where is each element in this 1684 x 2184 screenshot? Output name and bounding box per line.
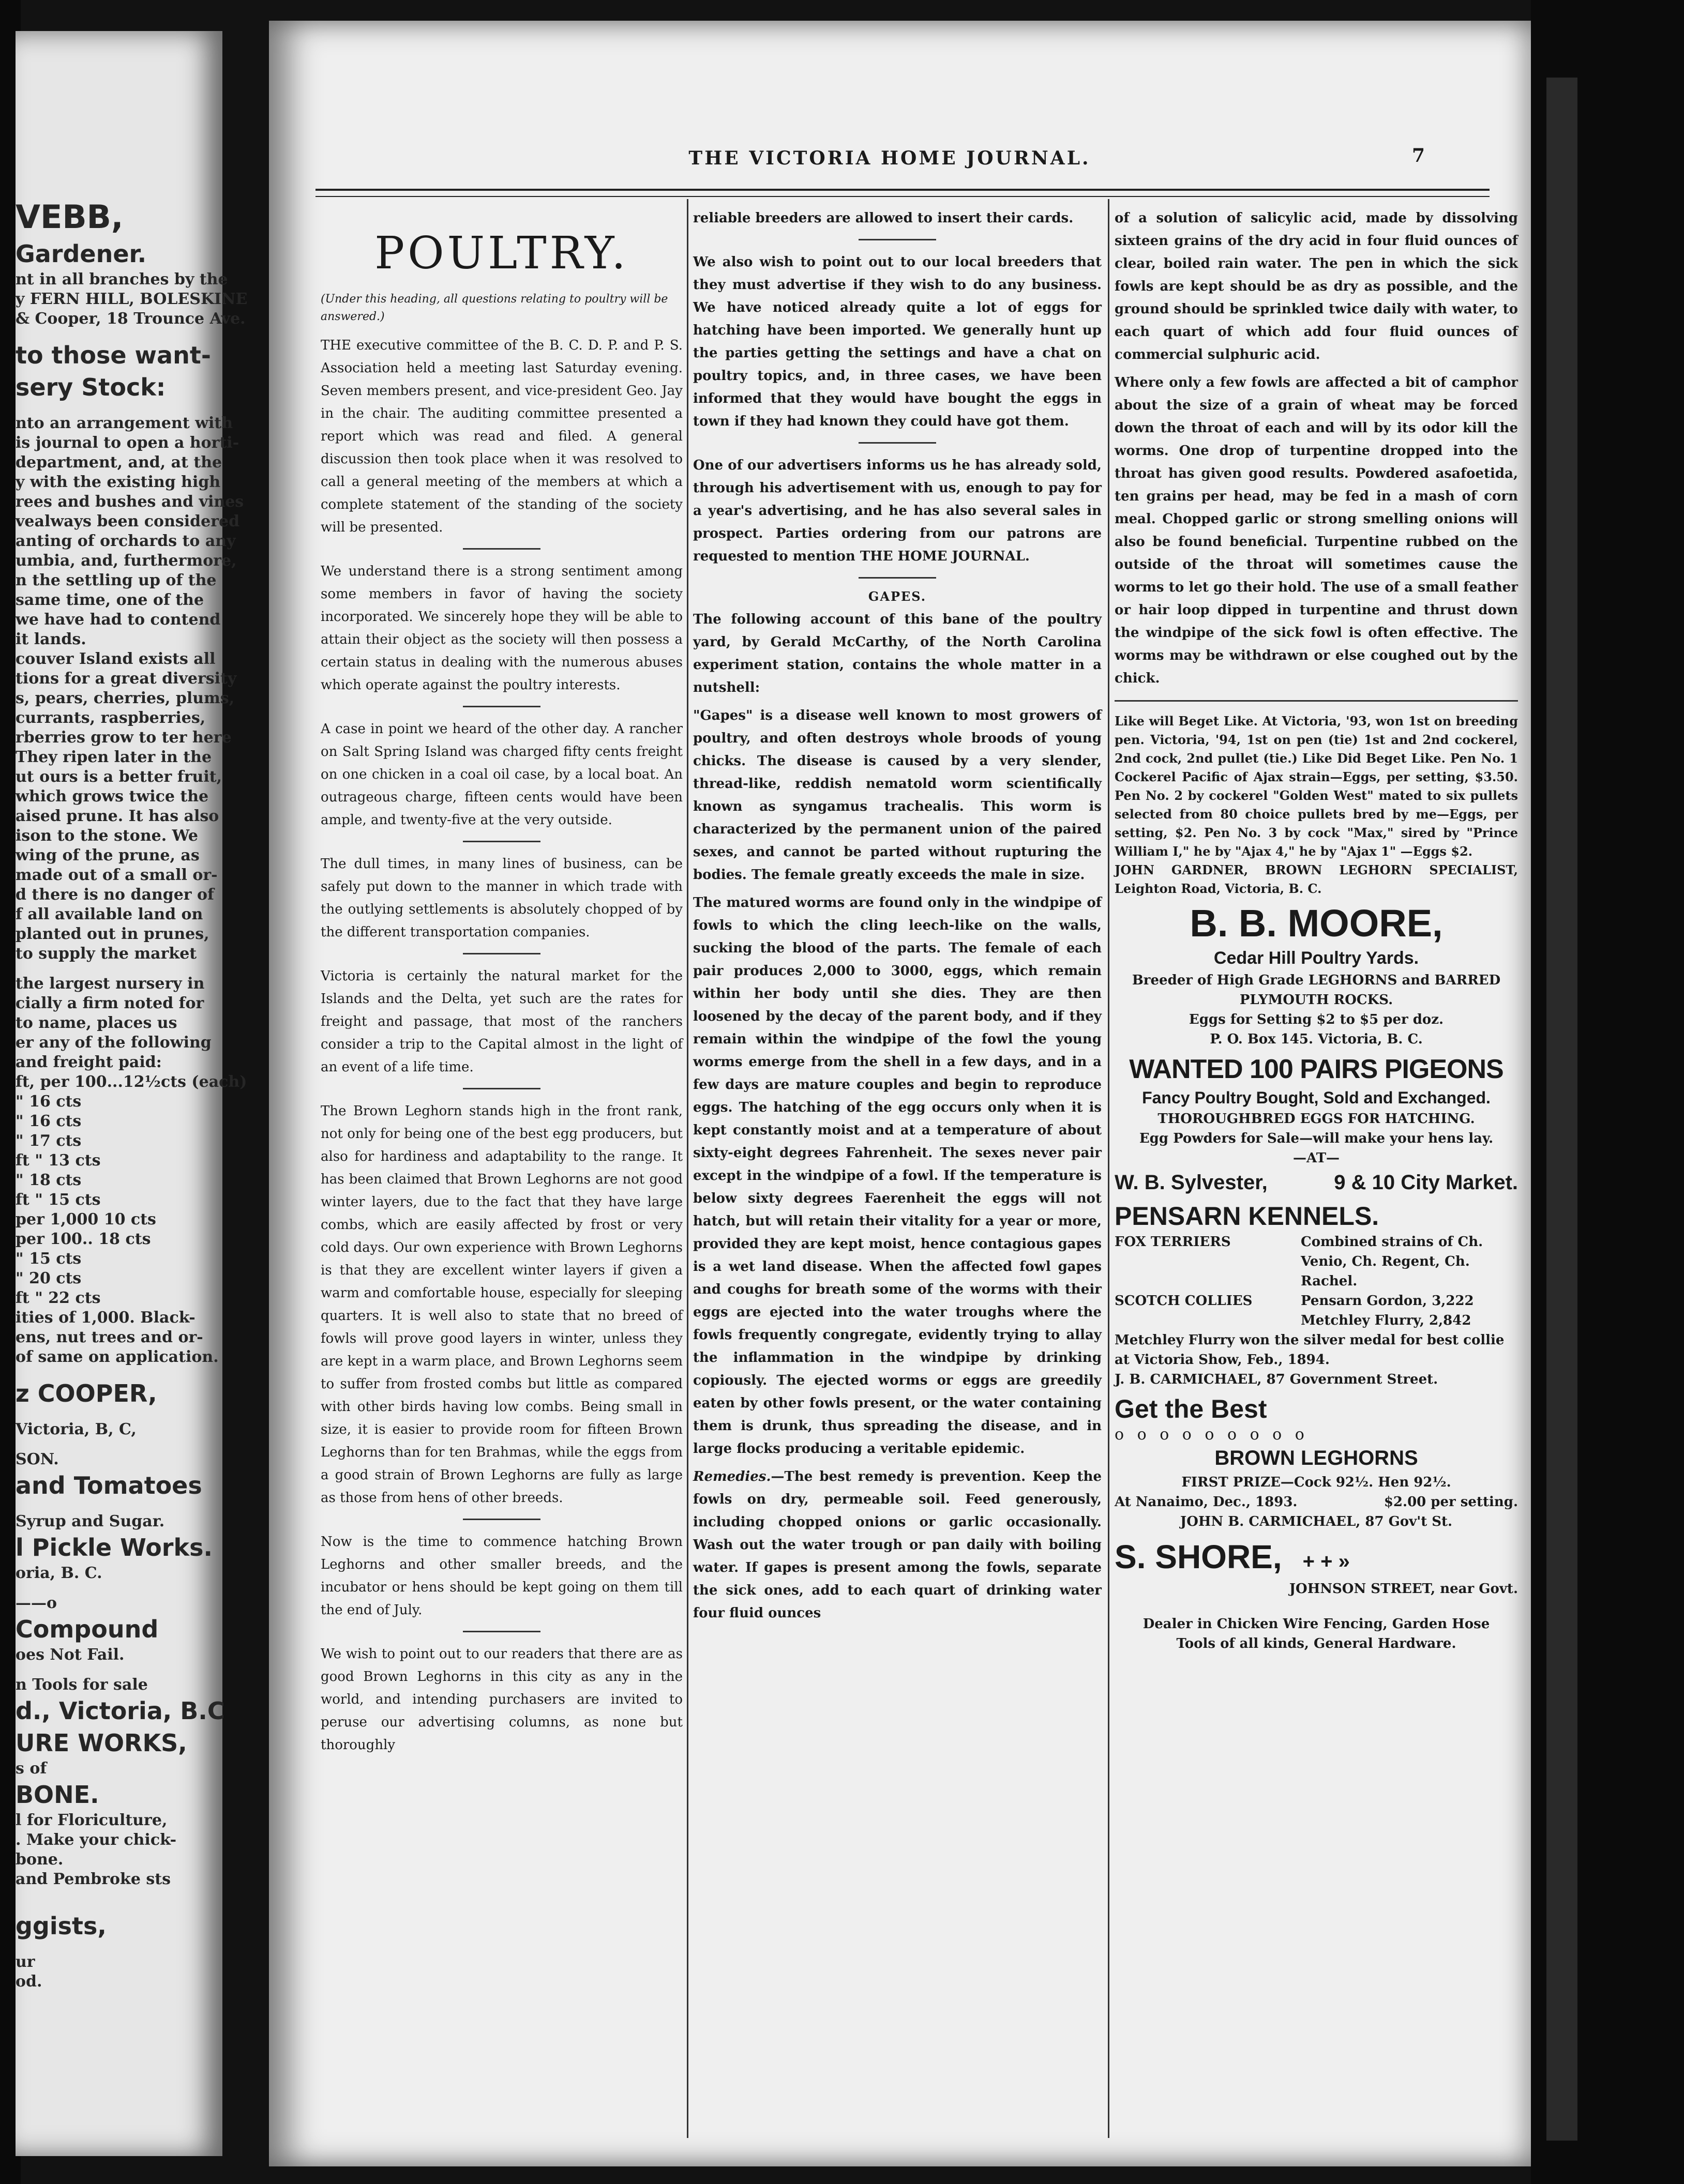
article-paragraph: THE executive committee of the B. C. D. P. and P. S. Association held a meeting last Saturday evening. Seven members present, and vice-president Geo. Jay in the chair. The auditing committee presented a report which was read and filed. A general discussion then took place when it was resolved to call a general meeting of the members at which a complete statement of the standing of the society will be presented. <box>321 338 683 535</box>
left-page-line <box>16 1665 222 1675</box>
ad-line: Dealer in Chicken Wire Fencing, Garden Hose <box>1142 1616 1490 1632</box>
left-page-line: ——o <box>16 1594 57 1612</box>
left-page-line: same time, one of the <box>16 591 204 609</box>
article-paragraph: "Gapes" is a disease well known to most growers of poultry, and often destroys whole broods of young chicks. The disease is caused by a very slender, thread-like, reddish nematold worm scientifically known as syngamus trachealis. This worm is characterized by the permanent union of the paired sexes, and cannot be parted without rupturing the bodies. The female greatly exceeds the male in size. <box>693 708 1102 883</box>
left-page-line: tions for a great diversity <box>16 670 237 688</box>
left-page-line: " 17 cts <box>16 1132 82 1150</box>
ad-name: S. SHORE, <box>1115 1538 1282 1575</box>
ad-address: JOHNSON STREET, near Govt. <box>1289 1581 1518 1597</box>
divider <box>463 841 540 842</box>
book-edge <box>1546 78 1577 2141</box>
left-page-line: " 16 cts <box>16 1093 82 1111</box>
left-page-line: it lands. <box>16 630 86 648</box>
ad-pigeons <box>1115 1052 1518 1197</box>
ad-row <box>1115 1291 1518 1330</box>
left-page-line: ft " 22 cts <box>16 1289 101 1307</box>
left-page-line: sery Stock: <box>16 373 166 401</box>
newspaper-page <box>269 21 1531 2166</box>
left-page-line: per 100.. 18 cts <box>16 1230 151 1248</box>
left-page-line: of same on application. <box>16 1348 219 1366</box>
left-page-line: umbia, and, furthermore, <box>16 552 237 570</box>
left-page-line: department, and, at the <box>16 453 222 472</box>
left-page-line: l Pickle Works. <box>16 1534 213 1561</box>
article-paragraph: One of our advertisers informs us he has already sold, through his advertisement with us, enough to pay for a year's advertising, and he has also several sales in prospect. Parties ordering from our patrons are requested to mention THE HOME JOURNAL. <box>693 458 1102 564</box>
ad-label: SCOTCH COLLIES <box>1115 1293 1253 1309</box>
subsection-title: GAPES. <box>868 589 927 604</box>
ad-line: Breeder of High Grade LEGHORNS and BARRED PLYMOUTH ROCKS. <box>1132 973 1501 1008</box>
ad-body: Like will Beget Like. At Victoria, '93, won 1st on breeding pen. Victoria, '94, 1st on pen (tie) 1st and 2nd cockerel, 2nd cock, 2nd pullet (tie.) Like Did Beget Like. Pen No. 1 Cockerel Pacific of Ajax strain—Eggs, per setting, $3.50. Pen No. 2 by cockerel "Golden West" mated to six pullets selected from 80 choice pullets bred by me—Eggs, per setting, $2. Pen No. 3 by cock "Max," sired by "Prince William I," he by "Ajax 4," he by "Ajax 1" —Eggs $2. <box>1115 714 1518 859</box>
remedies-text: —The best remedy is prevention. Keep the fowls on dry, permeable soil. Feed generously, including chopped onions or garlic occasionally. Wash out the water trough or pan daily with boiling water. If gapes is present among the fowls, separate the sick ones, add to each quart of drinking water four fluid ounces <box>693 1469 1102 1621</box>
left-page-line: ft, per 100...12½cts (each) <box>16 1073 247 1091</box>
left-page-line: They ripen later in the <box>16 748 212 766</box>
left-page-line: f all available land on <box>16 905 203 923</box>
left-page-line: aised prune. It has also <box>16 807 219 825</box>
article-paragraph: Where only a few fowls are affected a bit of camphor about the size of a grain of wheat may be forced down the throat of each and will by its odor kill the worms. One drop of turpentine dropped into the throat has given good results. Powdered asafoetida, ten grains per head, may be fed in a mash of corn meal. Chopped garlic or strong smelling onions will also be found beneficial. Turpentine rubbed on the outside of the throat will sometimes cause the worms to let go their hold. The use of a small feather or hair loop dipped in turpentine and thrust down the windpipe of the sick fowl is often effective. The worms may be withdrawn or else coughed out by the chick. <box>1115 375 1518 686</box>
divider <box>859 239 936 240</box>
left-page-line: currants, raspberries, <box>16 709 206 727</box>
divider <box>463 706 540 707</box>
left-page-line <box>16 1889 222 1900</box>
left-page-line: to those want- <box>16 341 211 369</box>
left-page-line: which grows twice the <box>16 787 209 806</box>
ad-address: 9 & 10 City Market. <box>1334 1171 1518 1194</box>
left-page-line: BONE. <box>16 1781 99 1809</box>
divider <box>859 577 936 579</box>
article-paragraph: reliable breeders are allowed to insert their cards. <box>693 210 1074 226</box>
left-page-line: and freight paid: <box>16 1053 162 1071</box>
ad-headline: Get the Best <box>1115 1394 1267 1423</box>
left-page-line: anting of orchards to any <box>16 532 236 550</box>
left-page-line: ut ours is a better fruit, <box>16 768 222 786</box>
divider <box>463 1519 540 1520</box>
left-page-line <box>16 1439 222 1450</box>
left-page-column <box>16 196 248 1992</box>
running-title: THE VICTORIA HOME JOURNAL. <box>688 147 1091 169</box>
left-page-line: ft " 13 cts <box>16 1151 101 1170</box>
divider <box>463 953 540 954</box>
section-note: (Under this heading, all questions relating to poultry will be answered.) <box>321 293 668 323</box>
left-page-line: oes Not Fail. <box>16 1646 125 1664</box>
remedies-paragraph <box>693 1465 1102 1625</box>
ad-name: PENSARN KENNELS. <box>1115 1202 1379 1231</box>
left-page-line: made out of a small or- <box>16 866 218 884</box>
left-page-line: Syrup and Sugar. <box>16 1512 165 1530</box>
left-page-line: ggists, <box>16 1912 107 1940</box>
left-page-line: cially a firm noted for <box>16 994 204 1012</box>
left-page-line <box>16 1409 222 1420</box>
divider <box>1115 700 1518 702</box>
ad-line: THOROUGHBRED EGGS FOR HATCHING. <box>1157 1111 1475 1127</box>
left-page-line: and Pembroke sts <box>16 1870 171 1888</box>
left-page-line: Gardener. <box>16 240 147 268</box>
ad-line: —AT— <box>1292 1150 1340 1166</box>
left-page-line: wing of the prune, as <box>16 846 200 865</box>
ad-signature: JOHN B. CARMICHAEL, 87 Gov't St. <box>1180 1514 1453 1529</box>
left-page-line: oria, B. C. <box>16 1564 102 1582</box>
column-one <box>321 207 683 2151</box>
ad-line: Egg Powders for Sale—will make your hens lay. <box>1139 1131 1494 1146</box>
remedies-label: Remedies. <box>693 1469 771 1484</box>
column-rule <box>1108 199 1109 2138</box>
ad-name-row <box>1115 1535 1518 1579</box>
ad-gardner <box>1115 712 1518 898</box>
column-two <box>693 207 1102 2151</box>
left-page-line: VEBB, <box>16 198 124 236</box>
ad-signature: JOHN GARDNER, BROWN LEGHORN SPECIALIST, Leighton Road, Victoria, B. C. <box>1115 862 1518 896</box>
ad-label: FOX TERRIERS <box>1115 1234 1231 1250</box>
left-page-line: ison to the stone. We <box>16 827 198 845</box>
ad-ornament: + + » <box>1302 1550 1350 1573</box>
left-page-line: ur <box>16 1953 35 1971</box>
left-page-line: Victoria, B, C, <box>16 1420 137 1438</box>
left-page-line: is journal to open a horti- <box>16 434 239 452</box>
column-three <box>1115 207 1518 2151</box>
article-paragraph: The dull times, in many lines of business, can be safely put down to the manner in which trade with the outlying settlements is absolutely chopped of by the different transportation companies. <box>321 856 683 940</box>
page-number: 7 <box>1412 145 1425 166</box>
left-page-line <box>16 964 222 974</box>
article-paragraph: The following account of this bane of the poultry yard, by Gerald McCarthy, of the North Carolina experiment station, contains the whole matter in a nutshell: <box>693 612 1102 695</box>
ad-kennels <box>1115 1200 1518 1389</box>
left-page-line: nt in all branches by the <box>16 270 228 289</box>
ad-line: FIRST PRIZE—Cock 92½. Hen 92½. <box>1181 1475 1451 1490</box>
ad-ornament: o o o o o o o o o <box>1115 1425 1309 1444</box>
left-page-line: & Cooper, 18 Trounce Ave. <box>16 310 246 328</box>
left-page-line: nto an arrangement with <box>16 414 233 432</box>
left-page-line: bone. <box>16 1851 64 1869</box>
left-page-line: SON. <box>16 1450 59 1468</box>
column-rule <box>687 199 688 2138</box>
article-paragraph: We also wish to point out to our local breeders that they must advertise if they wish to do any business. We have noticed already quite a lot of eggs for hatching have been imported. We generally hunt up the parties getting the settings and have a chat on poultry topics, and, in three cases, we have been informed that they would have bought the eggs in town if they had known they could have got them. <box>693 254 1102 429</box>
left-page-line <box>16 1502 222 1512</box>
section-title: POULTRY. <box>374 228 629 279</box>
ad-moore <box>1115 901 1518 1049</box>
ad-name-row <box>1115 1168 1518 1197</box>
left-page-line: we have had to contend <box>16 611 221 629</box>
left-page-line: n Tools for sale <box>16 1676 148 1694</box>
left-page-line <box>16 1583 222 1594</box>
left-page-line: ens, nut trees and or- <box>16 1328 203 1346</box>
ad-headline: WANTED 100 PAIRS PIGEONS <box>1129 1054 1503 1084</box>
ad-row <box>1115 1492 1518 1512</box>
article-paragraph: We understand there is a strong sentiment among some members in favor of having the society incorporated. We sincerely hope they will be able to attain their object as the society will then possess a certain status in dealing with the numerous abuses which operate against the poultry interests. <box>321 564 683 693</box>
left-page-line <box>16 403 222 414</box>
left-page-line: " 18 cts <box>16 1171 82 1189</box>
header-rule <box>315 189 1490 197</box>
divider <box>463 1088 540 1089</box>
left-page-line: Compound <box>16 1615 159 1643</box>
left-page-fragment <box>16 31 248 2156</box>
left-page-line: and Tomatoes <box>16 1472 202 1499</box>
left-page-line: rees and bushes and vines <box>16 493 244 511</box>
article-paragraph: The matured worms are found only in the windpipe of fowls to which the cling leech-like on the walls, sucking the blood of the parts. The female of each pair produces 2,000 to 3000, eggs, which remain within her body until she dies. They are then loosened by the decay of the parent body, and if they remain within the windpipe of the fowl the young worms emerge from the shell in a few days, and in a few days are mature couples and begin to reproduce eggs. The hatching of the egg occurs only when it is kept constantly moist and at a temperature of about sixty-eight degrees Fahrenheit. The sexes never pair except in the windpipe of a fowl. If the temperature is below sixty degrees Faerenheit the eggs will not hatch, but will retain their vitality for a year or more, provided they are kept moist, hence contagious gapes is a wet land disease. When the affected fowl gapes and coughs for breath some of the worms with their eggs are ejected into the water troughs where the fowls frequently congregate, evidently trying to allay the inflammation in the windpipe by drinking copiously. The ejected worms or eggs are greedily eaten by other fowls present, or the water containing them is drunk, thus spreading the disease, and in large flocks producing a veritable epidemic. <box>693 895 1102 1457</box>
ad-detail: Pensarn Gordon, 3,222 Metchley Flurry, 2,842 <box>1301 1293 1474 1328</box>
left-page-line: . Make your chick- <box>16 1831 177 1849</box>
ad-line: Eggs for Setting $2 to $5 per doz. <box>1189 1012 1444 1027</box>
ad-row <box>1115 1232 1518 1291</box>
left-page-line: rberries grow to ter here <box>16 729 232 747</box>
article-paragraph: We wish to point out to our readers that there are as good Brown Leghorns in this city as any in the world, and intending purchasers are invited to peruse our advertising columns, as none but thoroughly <box>321 1646 683 1753</box>
left-page-line <box>16 1942 222 1952</box>
left-page-line <box>16 1900 222 1910</box>
left-page-line: y FERN HILL, BOLESKINE <box>16 290 248 308</box>
left-page-line: l for Floriculture, <box>16 1811 168 1829</box>
left-page-line: ft " 15 cts <box>16 1191 101 1209</box>
ad-detail: Combined strains of Ch. Venio, Ch. Regent, Ch. Rachel. <box>1301 1234 1483 1289</box>
left-page-line: d there is no danger of <box>16 886 214 904</box>
left-page-line: s of <box>16 1760 47 1778</box>
ad-line: Metchley Flurry won the silver medal for best collie at Victoria Show, Feb., 1894. <box>1115 1332 1505 1368</box>
left-page-line: er any of the following <box>16 1034 212 1052</box>
left-page-line: vealways been considered <box>16 512 240 530</box>
ad-line: P. O. Box 145. Victoria, B. C. <box>1210 1032 1423 1047</box>
left-page-line <box>16 1367 222 1377</box>
left-page-line: od. <box>16 1973 42 1991</box>
left-page-line: " 20 cts <box>16 1269 82 1287</box>
divider <box>463 1631 540 1632</box>
left-page-line: y with the existing high <box>16 473 221 491</box>
article-paragraph: The Brown Leghorn stands high in the front rank, not only for being one of the best egg producers, but also for hardiness and adaptability to the range. It has been claimed that Brown Leghorns are not good winter layers, due to the fact that they have large combs, which are easily affected by frost or very cold days. Our own experience with Brown Leghorns is that they are excellent winter layers if given a warm and comfortable house, especially for sleeping quarters. It is well also to state that no breed of fowls will prove good layers in winter, unless they are kept in a warm place, and Brown Leghorns seem to suffer from frosted combs but little as compared with other birds having low combs. Being small in size, it is easier to provide room for fifteen Brown Leghorns than for ten Brahmas, while the eggs from a good strain of Brown Leghorns are fully as large as those from hens of other breeds. <box>321 1103 683 1506</box>
left-page-line: " 15 cts <box>16 1250 82 1268</box>
ad-line: Fancy Poultry Bought, Sold and Exchanged. <box>1142 1088 1491 1107</box>
left-page-line: the largest nursery in <box>16 975 205 993</box>
left-page-line: ities of 1,000. Black- <box>16 1309 196 1327</box>
ad-name: B. B. MOORE, <box>1190 902 1443 945</box>
divider <box>463 548 540 550</box>
left-page-line: " 16 cts <box>16 1112 82 1130</box>
left-page-line: n the settling up of the <box>16 571 217 589</box>
left-page-line: z COOPER, <box>16 1379 157 1407</box>
ad-line: At Nanaimo, Dec., 1893. <box>1115 1494 1298 1510</box>
left-page-line: planted out in prunes, <box>16 925 209 943</box>
left-page-line: couver Island exists all <box>16 650 216 668</box>
ad-name: W. B. Sylvester, <box>1115 1171 1268 1194</box>
ad-subtitle: Cedar Hill Poultry Yards. <box>1213 948 1419 968</box>
divider <box>859 442 936 444</box>
left-page-line: URE WORKS, <box>16 1729 187 1757</box>
article-paragraph: A case in point we heard of the other day. A rancher on Salt Spring Island was charged fifty cents freight on one chicken in a coal oil case, by a local boat. An outrageous charge, fifteen cents would have been ample, and twenty-five at the very outside. <box>321 721 683 828</box>
ad-line: $2.00 per setting. <box>1384 1494 1518 1510</box>
ad-leghorns <box>1115 1392 1518 1531</box>
article-paragraph: Now is the time to commence hatching Brown Leghorns and other smaller breeds, and the incubator or hens should be kept going on them till the end of July. <box>321 1534 683 1618</box>
left-page-line: per 1,000 10 cts <box>16 1210 156 1228</box>
left-page-line: d., Victoria, B.C <box>16 1697 225 1725</box>
left-page-line: to name, places us <box>16 1014 177 1032</box>
ad-line: Tools of all kinds, General Hardware. <box>1176 1636 1456 1651</box>
article-paragraph: Victoria is certainly the natural market for the Islands and the Delta, yet such are the rates for freight and passage, that most of the ranchers consider a trip to the Capital almost in the light of an event of a life time. <box>321 968 683 1075</box>
ad-name: BROWN LEGHORNS <box>1214 1447 1418 1469</box>
ad-shore <box>1115 1535 1518 1654</box>
article-paragraph: of a solution of salicylic acid, made by dissolving sixteen grains of the dry acid in four fluid ounces of clear, boiled rain water. The pen in which the sick fowls are kept should be as dry as possible, and the ground should be sprinkled twice daily with water, to each quart of which add four fluid ounces of commercial sulphuric acid. <box>1115 210 1518 362</box>
ad-signature: J. B. CARMICHAEL, 87 Government Street. <box>1115 1372 1438 1387</box>
left-page-line <box>16 329 222 339</box>
left-page-line: to supply the market <box>16 945 197 963</box>
left-page-line: s, pears, cherries, plums, <box>16 689 235 707</box>
